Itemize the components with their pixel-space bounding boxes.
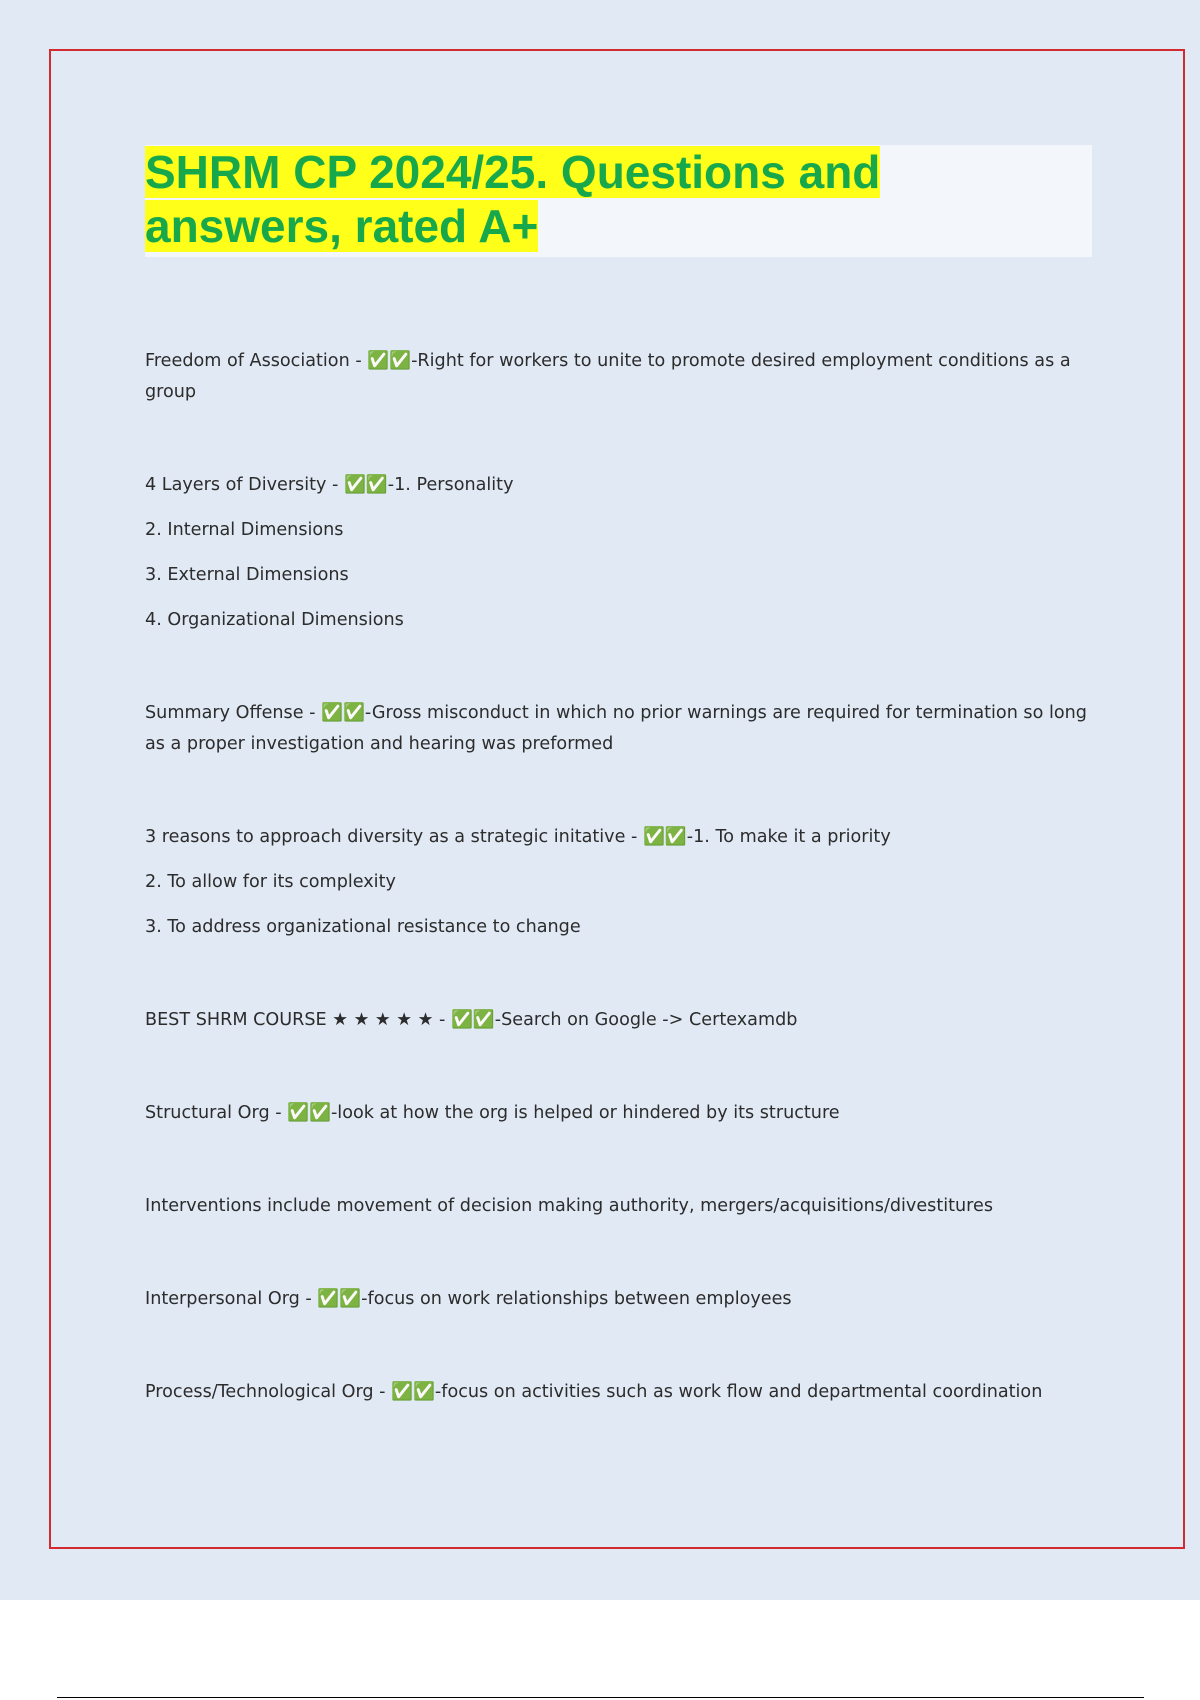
qa-entry-best-shrm-course: [145, 1005, 1090, 1036]
qa-line: 3. To address organizational resistance to change: [145, 917, 581, 937]
qa-line: Freedom of Association - ✅✅-Right for workers to unite to promote desired employment conditions as a group: [145, 351, 1071, 402]
qa-entry-summary-offense: [145, 698, 1090, 760]
qa-line: Process/Technological Org - ✅✅-focus on activities such as work flow and departmental coordination: [145, 1382, 1043, 1402]
qa-list: [145, 346, 1090, 1408]
qa-line: 2. Internal Dimensions: [145, 520, 344, 540]
qa-line: 4 Layers of Diversity - ✅✅-1. Personality: [145, 475, 514, 495]
qa-entry-structural-org: [145, 1098, 1090, 1129]
qa-line: 4. Organizational Dimensions: [145, 610, 404, 630]
footer-divider: [57, 1697, 1144, 1698]
title-highlight: SHRM CP 2024/25. Questions and answers, rated A+: [145, 146, 881, 252]
qa-line: Interventions include movement of decision making authority, mergers/acquisitions/divestitures: [145, 1196, 994, 1216]
qa-entry-process-technological-org: [145, 1377, 1090, 1408]
qa-entry-interpersonal-org: [145, 1284, 1090, 1315]
qa-line: Interpersonal Org - ✅✅-focus on work relationships between employees: [145, 1289, 792, 1309]
qa-entry-diversity-strategic-reasons: [145, 822, 1090, 943]
qa-line: 3. External Dimensions: [145, 565, 349, 585]
qa-line: Structural Org - ✅✅-look at how the org is helped or hindered by its structure: [145, 1103, 840, 1123]
qa-entry-interventions: [145, 1191, 1090, 1222]
qa-line: BEST SHRM COURSE ★ ★ ★ ★ ★ - ✅✅-Search on Google -> Certexamdb: [145, 1010, 798, 1030]
qa-entry-freedom-of-association: [145, 346, 1090, 408]
qa-line: 3 reasons to approach diversity as a strategic initative - ✅✅-1. To make it a priority: [145, 827, 891, 847]
qa-line: 2. To allow for its complexity: [145, 872, 396, 892]
document-title: [145, 145, 965, 253]
qa-line: Summary Offense - ✅✅-Gross misconduct in which no prior warnings are required for termination so long as a proper investigation and hearing was preformed: [145, 703, 1087, 754]
qa-entry-layers-of-diversity: [145, 470, 1090, 636]
